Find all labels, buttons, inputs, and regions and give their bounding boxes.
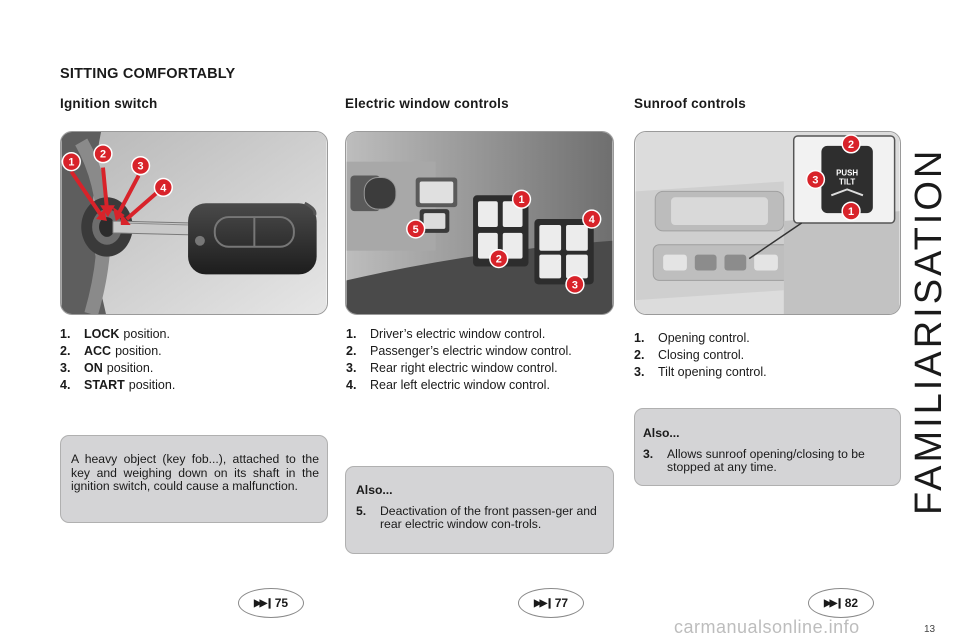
page-title: SITTING COMFORTABLY [60,66,236,82]
svg-text:3: 3 [571,279,578,292]
windows-heading: Electric window controls [345,96,509,111]
callout-4 [583,210,601,228]
windows-note: Also... 5. Deactivation of the front passen-ger and rear electric window con-trols. [345,466,614,554]
tilt-label: TILT [839,177,856,187]
callout-3 [807,171,825,189]
svg-text:5: 5 [412,223,419,236]
fast-forward-icon: ▶▶❙ [253,597,272,609]
sunroof-heading: Sunroof controls [634,96,746,111]
watermark: carmanualsonline.info [674,617,860,637]
callout-2 [842,135,860,153]
sunroof-illustration [635,132,900,314]
svg-text:1: 1 [848,206,855,219]
sunroof-photo [634,131,901,315]
list-item: 4. START position. [60,378,176,392]
sunroof-note: Also... 3. Allows sunroof opening/closing to be stopped at any time. [634,408,901,486]
note-title: Also... [643,426,680,440]
windows-photo [345,131,614,315]
ref-link-82[interactable]: ▶▶❙ 82 [808,588,874,618]
windows-list [346,326,572,394]
ignition-list [60,326,175,394]
svg-text:3: 3 [137,160,144,173]
note-title: Also... [356,483,393,497]
svg-text:2: 2 [99,148,107,161]
chapter-side-label: FAMILIARISATION [908,147,950,515]
svg-text:3: 3 [812,174,819,187]
page-number: 13 [924,624,936,635]
fast-forward-icon: ▶▶❙ [533,597,552,609]
callout-4 [154,178,172,196]
callout-1 [842,202,860,220]
callout-3 [566,275,584,293]
list-item: 1. Driver’s electric window control. [346,327,546,341]
list-item: 3. Tilt opening control. [634,365,767,379]
callout-5 [407,220,425,238]
ignition-heading: Ignition switch [60,96,158,111]
sunroof-list [634,330,767,381]
list-item: 2. ACC position. [60,344,162,358]
ref-link-77[interactable]: ▶▶❙ 77 [518,588,584,618]
callout-3 [132,157,150,175]
ignition-illustration [61,132,327,314]
windows-illustration [346,132,613,314]
ref-link-75[interactable]: ▶▶❙ 75 [238,588,304,618]
list-item: 2. Passenger’s electric window control. [346,344,572,358]
list-item: 1. Opening control. [634,331,750,345]
ignition-photo [60,131,328,315]
ignition-note: A heavy object (key fob...), attached to the key and weighing down on its shaft in the ignition switch, could cause a malfunction. [60,435,328,523]
svg-text:1: 1 [518,194,525,207]
callout-2 [490,250,508,268]
list-item: 3. ON position. [60,361,154,375]
svg-text:1: 1 [68,156,75,169]
svg-text:2: 2 [495,253,502,266]
svg-text:4: 4 [588,214,595,226]
fast-forward-icon: ▶▶❙ [823,597,842,609]
push-label: PUSH [836,168,859,178]
svg-text:4: 4 [160,182,167,195]
list-item: 4. Rear left electric window control. [346,378,550,392]
svg-text:2: 2 [848,138,855,151]
list-item: 2. Closing control. [634,348,745,362]
list-item: 1. LOCK position. [60,327,170,341]
list-item: 3. Rear right electric window control. [346,361,558,375]
callout-1 [513,190,531,208]
callout-2 [94,145,112,163]
callout-1 [62,153,80,171]
